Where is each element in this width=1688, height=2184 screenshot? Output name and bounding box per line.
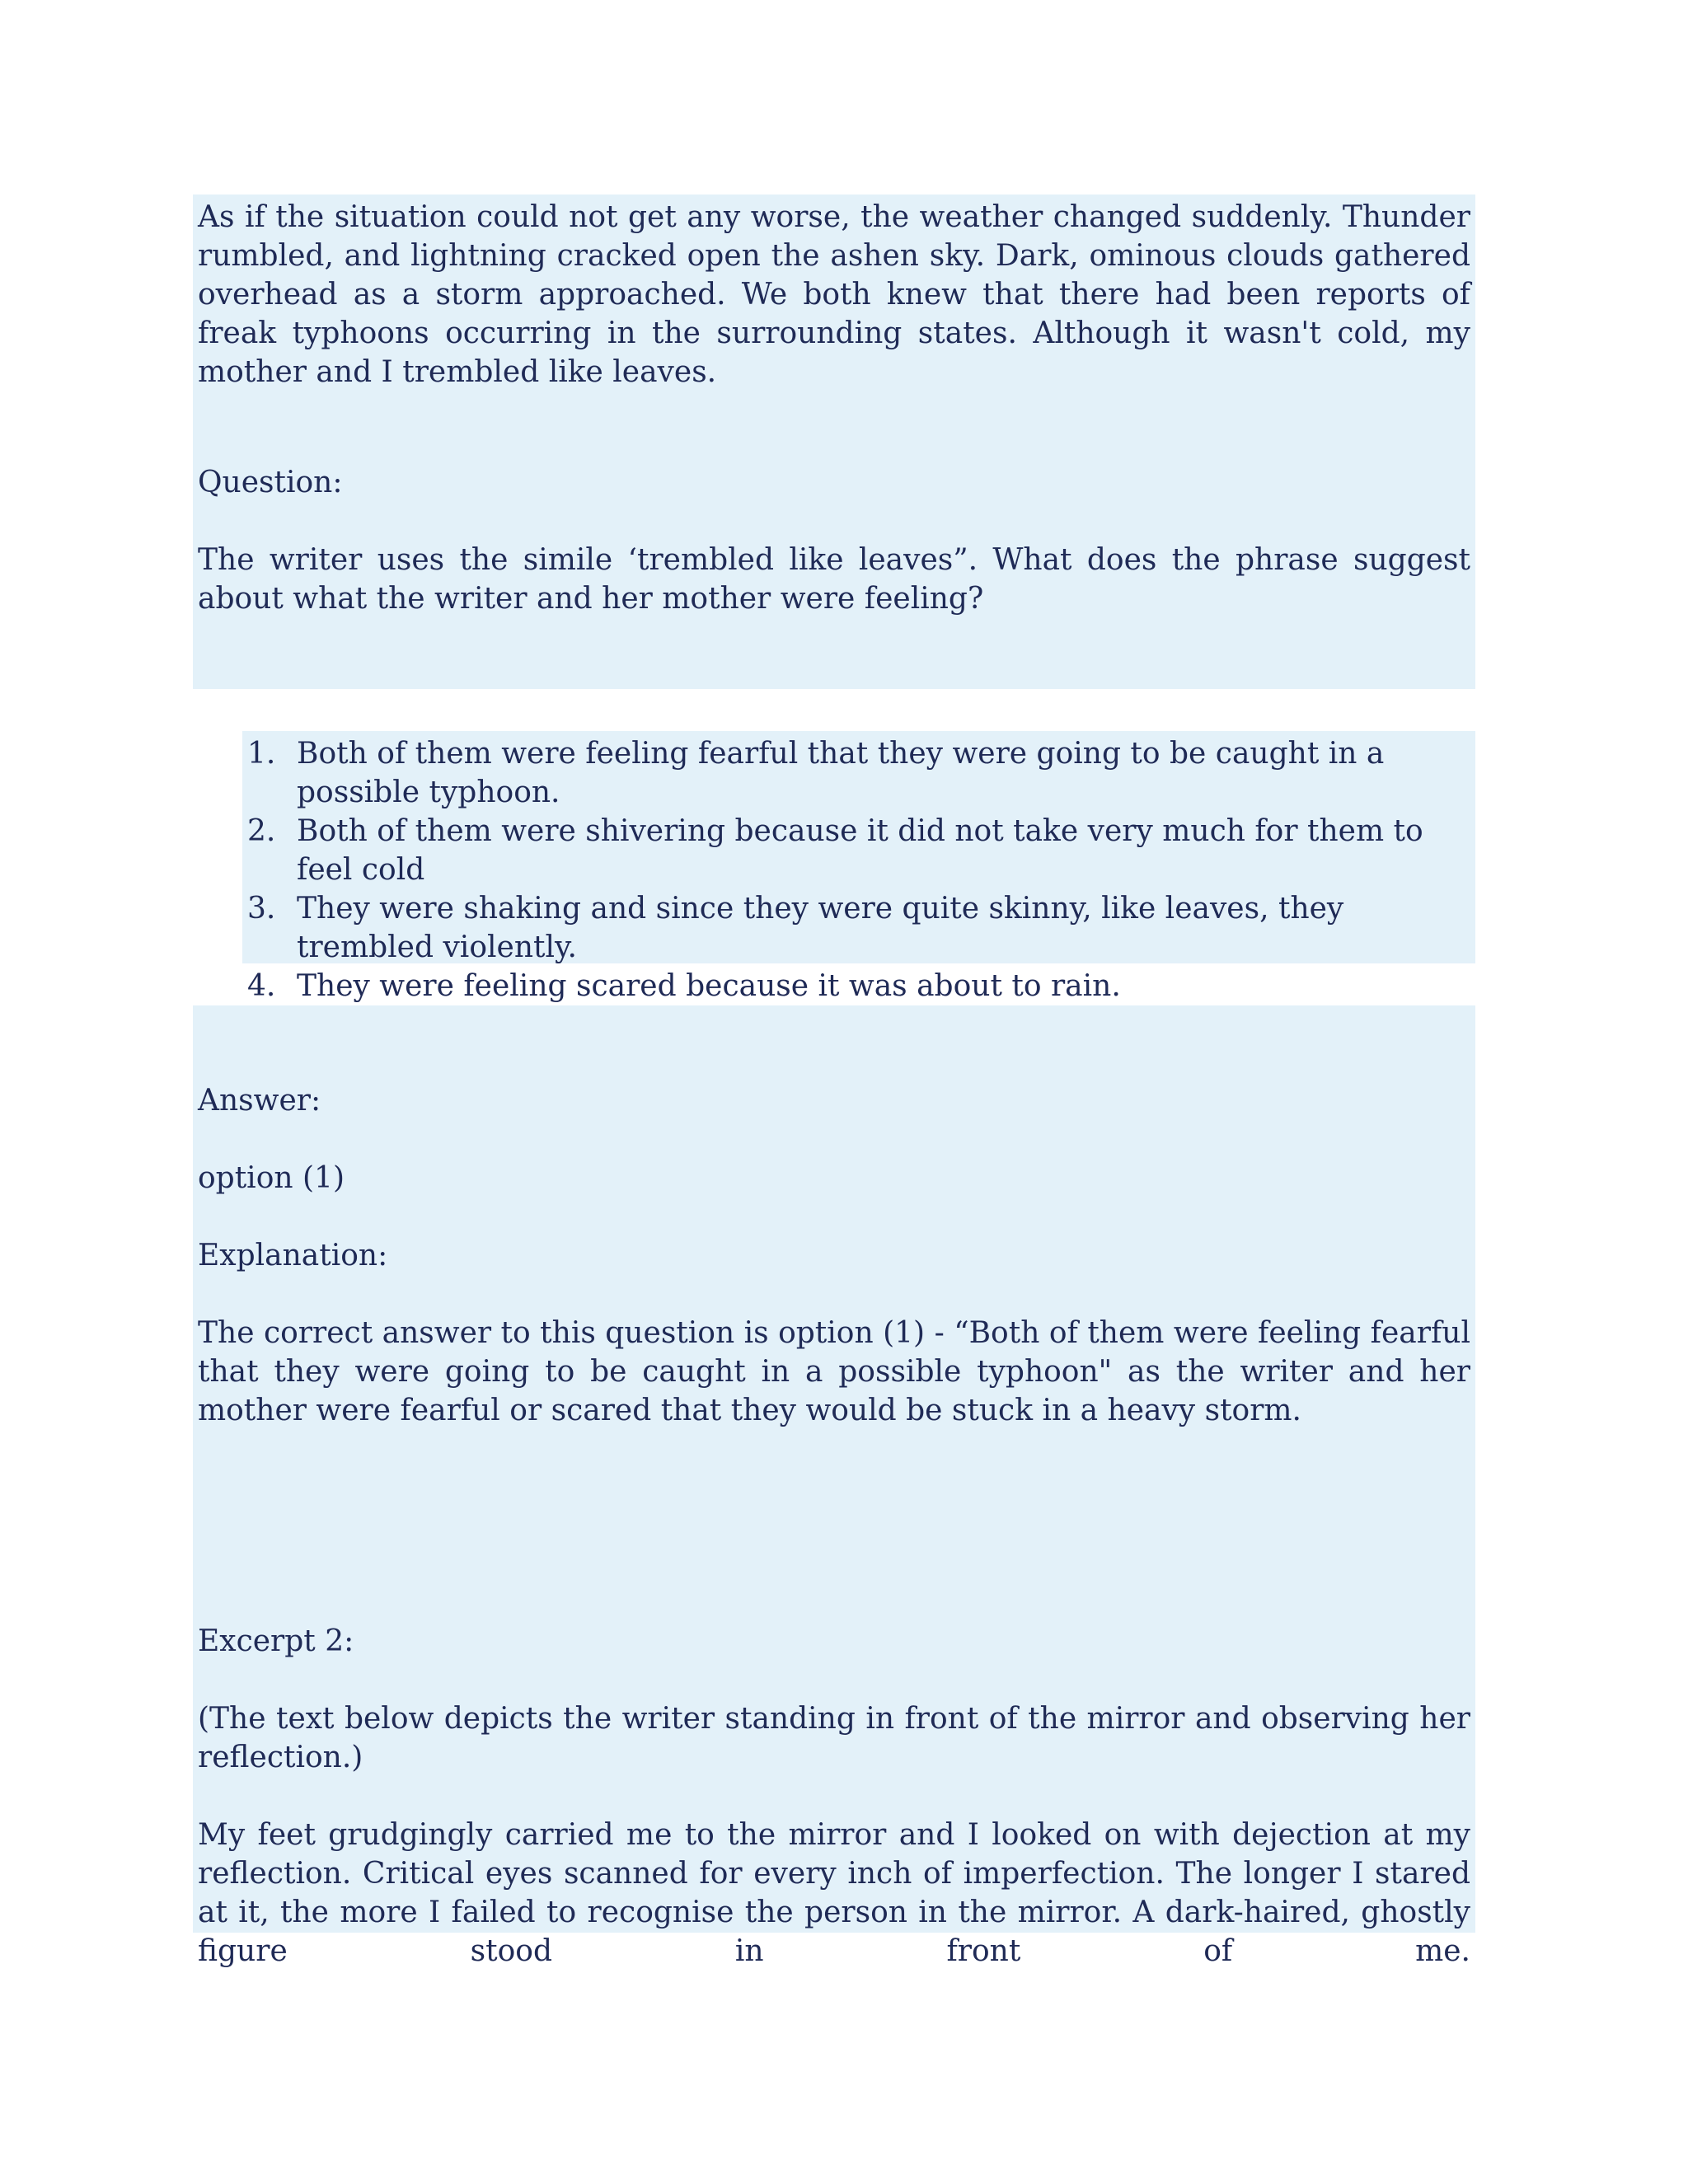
excerpt-2-label: Excerpt 2: [198,1624,354,1658]
explanation-label: Explanation: [198,1239,388,1272]
list-item [242,812,1467,889]
option-text: They were shaking and since they were quite skinny, like leaves, they trembled violently. [297,892,1344,964]
option-number: 1. [247,737,276,771]
passage-question-block [193,194,1475,689]
excerpt-2-text: My feet grudgingly carried me to the mirror and I looked on with dejection at my reflection. Critical eyes scanned for every inch of imperfection. The longer I stared at it, the more I failed to recognise the person in the mirror. A dark-haired, ghostly figure stood in front of me. [198,1818,1470,1968]
list-item [242,734,1467,812]
list-item [242,889,1467,967]
excerpt-2-intro: (The text below depicts the writer standing in front of the mirror and observing her reflection.) [198,1702,1470,1774]
options-list [242,734,1475,1005]
question-label: Question: [198,466,343,499]
option-number: 2. [247,814,276,848]
option-text: Both of them were feeling fearful that they were going to be caught in a possible typhoon. [297,737,1385,809]
question-text: The writer uses the simile ‘trembled like leaves”. What does the phrase suggest about what the writer and her mother were feeling? [198,543,1470,616]
answer-excerpt-block [193,1005,1475,1968]
option-text: They were feeling scared because it was about to rain. [297,969,1121,1003]
option-text: Both of them were shivering because it did not take very much for them to feel cold [297,814,1423,887]
option-number: 3. [247,892,276,926]
answer-value: option (1) [198,1161,345,1195]
passage-1-text: As if the situation could not get any worse, the weather changed suddenly. Thunder rumbled, and lightning cracked open the ashen sky. Dark, ominous clouds gathered overhead as a storm approached. We both knew that there had been reports of freak typhoons occurring in the surrounding states. Although it wasn't cold, my mother and I trembled like leaves. [198,200,1470,389]
answer-label: Answer: [198,1084,321,1118]
option-number: 4. [247,969,276,1003]
explanation-text: The correct answer to this question is option (1) - “Both of them were feeling fearful that they were going to be caught in a possible typhoon" as the writer and her mother were fearful or scared that they would be stuck in a heavy storm. [198,1316,1470,1427]
options-block [242,731,1475,1003]
list-item [242,967,1467,1005]
